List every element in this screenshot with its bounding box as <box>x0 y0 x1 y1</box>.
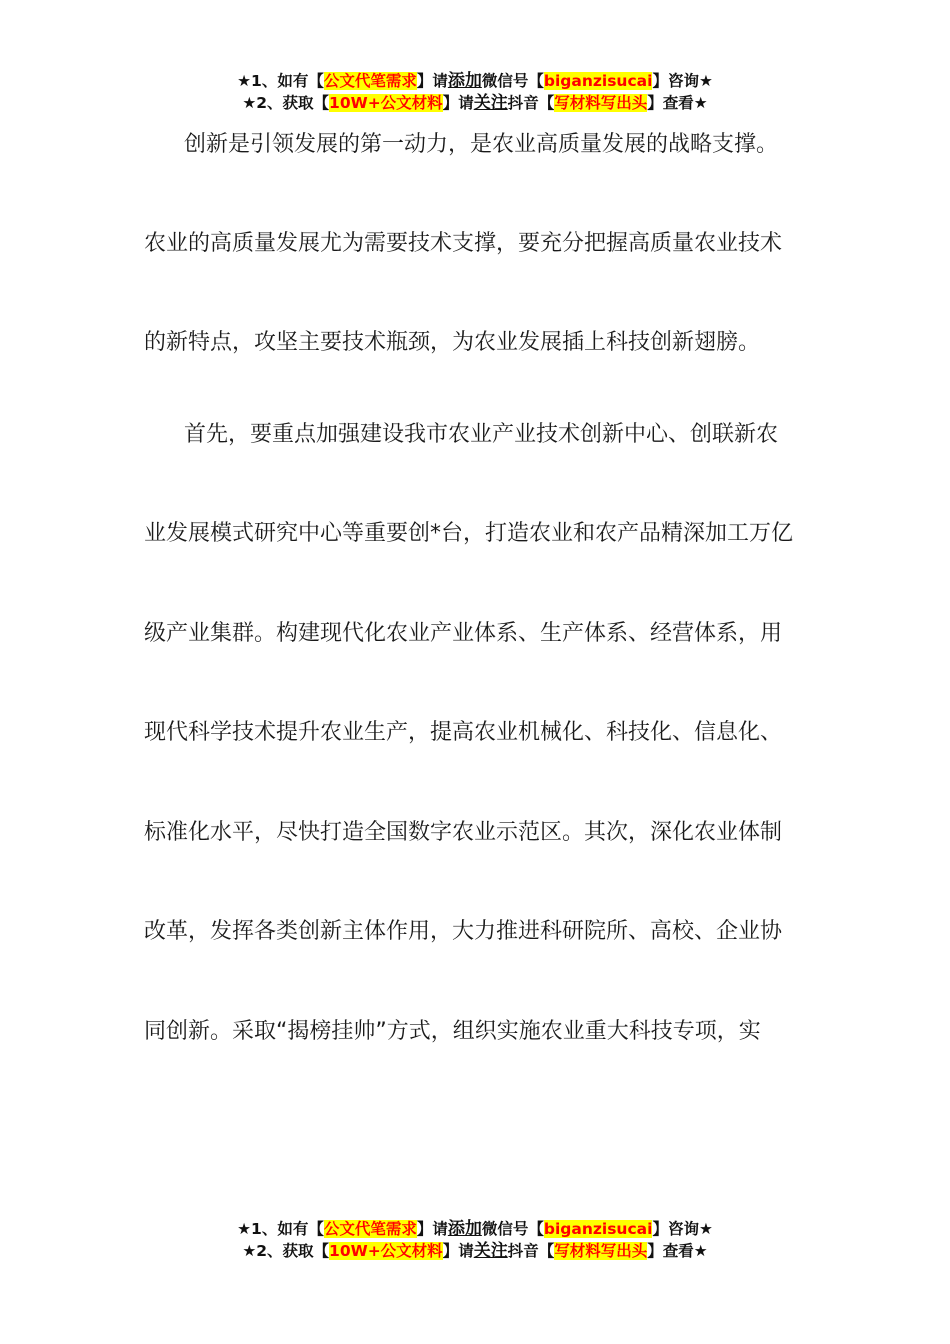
footer-banner-line-1 <box>0 1218 950 1240</box>
footer-line-2-mid1: 】请 <box>442 1242 474 1260</box>
banner-line-1-suffix: 】咨询★ <box>652 72 713 90</box>
banner-line-1-mid2: 微信号【 <box>481 72 544 90</box>
body-line-4: 首先，要重点加强建设我市农业产业技术创新中心、创联新农 <box>184 422 779 447</box>
footer-line-1-underlined: 添加 <box>447 1219 482 1239</box>
banner-line-1-highlight-wechat: biganzisucai <box>543 72 653 90</box>
footer-line-1-highlight-wechat: biganzisucai <box>543 1220 653 1238</box>
header-banner <box>0 70 950 114</box>
banner-line-2-highlight-materials: 10W+公文材料 <box>329 94 443 112</box>
body-line-7: 现代科学技术提升农业生产，提高农业机械化、科技化、信息化、 <box>144 720 783 745</box>
footer-line-2-highlight-douyin: 写材料写出头 <box>554 1242 648 1260</box>
body-line-8: 标准化水平，尽快打造全国数字农业示范区。其次，深化农业体制 <box>144 820 783 845</box>
banner-line-2-suffix: 】查看★ <box>647 94 708 112</box>
banner-line-2 <box>0 92 950 114</box>
footer-banner-line-2 <box>0 1240 950 1262</box>
footer-line-2-prefix: ★2、获取【 <box>242 1242 330 1260</box>
footer-line-2-highlight-materials: 10W+公文材料 <box>329 1242 443 1260</box>
banner-line-1-mid1: 】请 <box>416 72 448 90</box>
body-line-9: 改革，发挥各类创新主体作用，大力推进科研院所、高校、企业协 <box>144 919 783 944</box>
footer-line-2-underlined: 关注 <box>473 1241 508 1261</box>
banner-line-1-underlined: 添加 <box>447 71 482 91</box>
body-line-3: 的新特点，攻坚主要技术瓶颈，为农业发展插上科技创新翅膀。 <box>144 330 761 355</box>
footer-line-1-highlight-service: 公文代笔需求 <box>323 1220 417 1238</box>
body-line-10: 同创新。采取“揭榜挂帅”方式，组织实施农业重大科技专项，实 <box>144 1019 761 1044</box>
footer-banner <box>0 1218 950 1262</box>
body-line-6: 级产业集群。构建现代化农业产业体系、生产体系、经营体系，用 <box>144 621 783 646</box>
banner-line-1 <box>0 70 950 92</box>
footer-line-1-mid2: 微信号【 <box>481 1220 544 1238</box>
banner-line-2-underlined: 关注 <box>473 93 508 113</box>
banner-line-2-highlight-douyin: 写材料写出头 <box>554 94 648 112</box>
banner-line-1-highlight-service: 公文代笔需求 <box>323 72 417 90</box>
banner-line-2-prefix: ★2、获取【 <box>242 94 330 112</box>
body-line-5: 业发展模式研究中心等重要创*台，打造农业和农产品精深加工万亿 <box>144 521 794 546</box>
body-line-1: 创新是引领发展的第一动力，是农业高质量发展的战略支撑。 <box>184 132 779 157</box>
footer-line-2-suffix: 】查看★ <box>647 1242 708 1260</box>
banner-line-1-prefix: ★1、如有【 <box>237 72 324 90</box>
banner-line-2-mid2: 抖音【 <box>507 94 555 112</box>
footer-line-1-mid1: 】请 <box>416 1220 448 1238</box>
footer-line-2-mid2: 抖音【 <box>507 1242 555 1260</box>
banner-line-2-mid1: 】请 <box>442 94 474 112</box>
footer-line-1-prefix: ★1、如有【 <box>237 1220 324 1238</box>
footer-line-1-suffix: 】咨询★ <box>652 1220 713 1238</box>
body-line-2: 农业的高质量发展尤为需要技术支撑，要充分把握高质量农业技术 <box>144 231 783 256</box>
